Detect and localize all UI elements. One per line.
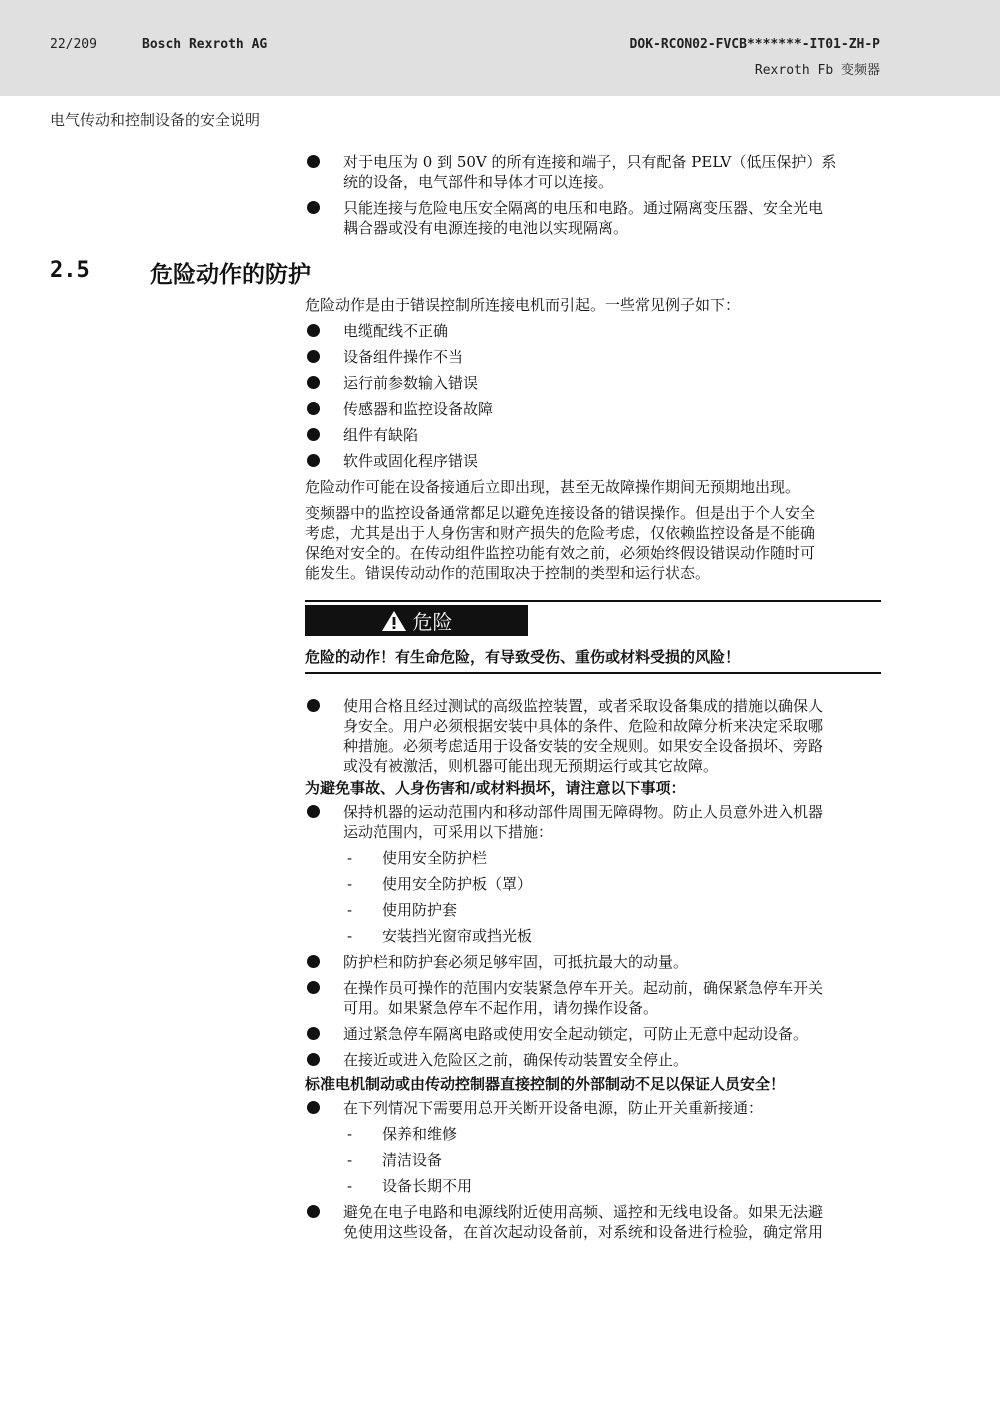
bullet-dot-icon [307, 402, 320, 415]
list-item: 电缆配线不正确 [305, 321, 881, 341]
bullet-dot-icon [307, 955, 320, 968]
bullet-dot-icon [307, 350, 320, 363]
paragraph: 变频器中的监控设备通常都足以避免连接设备的错误操作。但是出于个人安全 考虑，尤其是出于人身伤害和财产损失的危险考虑，仅依赖监控设备是不能确 保绝对安全的。在传动组件监控功能有效之前，必须始终假设错误动作随时可 能发生。错误传动动作的范围取决于控制的类型和运行状态。 [305, 504, 816, 582]
list-item: 避免在电子电路和电源线附近使用高频、遥控和无线电设备。如果无法避 免使用这些设备，在首次起动设备前，对系统和设备进行检验，确定常用 [305, 1202, 881, 1242]
bullet-dot-icon [307, 1053, 320, 1066]
company-name: Bosch Rexroth AG [142, 37, 268, 52]
list-item: 软件或固化程序错误 [305, 451, 881, 471]
divider [305, 672, 881, 674]
paragraph: 危险动作可能在设备接通后立即出现，甚至无故障操作期间无预期地出现。 [305, 478, 801, 496]
subheading: 标准电机制动或由传动控制器直接控制的外部制动不足以保证人员安全！ [305, 1075, 786, 1093]
product-name: Rexroth Fb 变频器 [754, 63, 880, 78]
top-bullet-list [305, 152, 881, 238]
bullet-dot-icon [307, 324, 320, 337]
list-item: 运行前参数输入错误 [305, 373, 881, 393]
list-item: 组件有缺陷 [305, 425, 881, 445]
list-item: 使用合格且经过测试的高级监控装置，或者采取设备集成的措施以确保人 身安全。用户必须根据安装中具体的条件、危险和故障分析来决定采取哪 种措施。必须考虑适用于设备安装的安全规则。如果安全设备损坏、旁路 或没有被激活，则机器可能出现无预期运行或其它故障。 [305, 696, 881, 776]
list-item: 通过紧急停车隔离电路或使用安全起动锁定，可防止无意中起动设备。 [305, 1024, 881, 1044]
list-item: 设备组件操作不当 [305, 347, 881, 367]
divider [305, 600, 881, 602]
bullet-dot-icon [307, 428, 320, 441]
section-number: 2.5 [50, 258, 90, 283]
sub-list-item: - 使用防护套 [347, 901, 458, 919]
list-item: 只能连接与危险电压安全隔离的电压和电路。通过隔离变压器、安全光电 耦合器或没有电源连接的电池以实现隔离。 [305, 198, 881, 238]
bullet-dot-icon [307, 981, 320, 994]
sub-list-item: - 使用安全防护板（罩） [347, 875, 533, 893]
sub-list-item: - 设备长期不用 [347, 1177, 473, 1195]
list-item: 对于电压为 0 到 50V 的所有连接和端子，只有配备 PELV（低压保护）系 统的设备，电气部件和导体才可以连接。 [305, 152, 881, 192]
warning-triangle-icon [381, 610, 407, 632]
page-header [0, 0, 1000, 96]
sub-list-item: - 保养和维修 [347, 1125, 458, 1143]
list-item: 在操作员可操作的范围内安装紧急停车开关。起动前，确保紧急停车开关 可用。如果紧急停车不起作用，请勿操作设备。 [305, 978, 881, 1018]
page-number: 22/209 [50, 37, 97, 52]
examples-block [305, 295, 881, 583]
subheading: 为避免事故、人身伤害和/或材料损坏，请注意以下事项： [305, 779, 686, 797]
danger-label [305, 605, 528, 636]
bullet-dot-icon [307, 805, 320, 818]
bullet-dot-icon [307, 155, 320, 168]
bullet-dot-icon [307, 454, 320, 467]
bullet-dot-icon [307, 1205, 320, 1218]
measures-block [305, 696, 881, 1242]
list-item: 在下列情况下需要用总开关断开设备电源，防止开关重新接通： [305, 1098, 881, 1118]
list-item: 传感器和监控设备故障 [305, 399, 881, 419]
section-title: 危险动作的防护 [150, 262, 311, 288]
document-id: DOK-RCON02-FVCB*******-IT01-ZH-P [629, 37, 880, 52]
chapter-title: 电气传动和控制设备的安全说明 [50, 111, 261, 129]
danger-message: 危险的动作！有生命危险，有导致受伤、重伤或材料受损的风险！ [305, 648, 741, 666]
list-item: 保持机器的运动范围内和移动部件周围无障碍物。防止人员意外进入机器 运动范围内，可采用以下措施： [305, 802, 881, 842]
sub-list-item: - 使用安全防护栏 [347, 849, 488, 867]
danger-label-text: 危险 [412, 610, 453, 634]
bullet-dot-icon [307, 201, 320, 214]
intro-text: 危险动作是由于错误控制所连接电机而引起。一些常见例子如下： [305, 296, 741, 314]
sub-list-item: - 安装挡光窗帘或挡光板 [347, 927, 533, 945]
list-item: 在接近或进入危险区之前，确保传动装置安全停止。 [305, 1050, 881, 1070]
bullet-dot-icon [307, 1101, 320, 1114]
sub-list-item: - 清洁设备 [347, 1151, 443, 1169]
list-item: 防护栏和防护套必须足够牢固，可抵抗最大的动量。 [305, 952, 881, 972]
bullet-dot-icon [307, 1027, 320, 1040]
bullet-dot-icon [307, 376, 320, 389]
bullet-dot-icon [307, 699, 320, 712]
